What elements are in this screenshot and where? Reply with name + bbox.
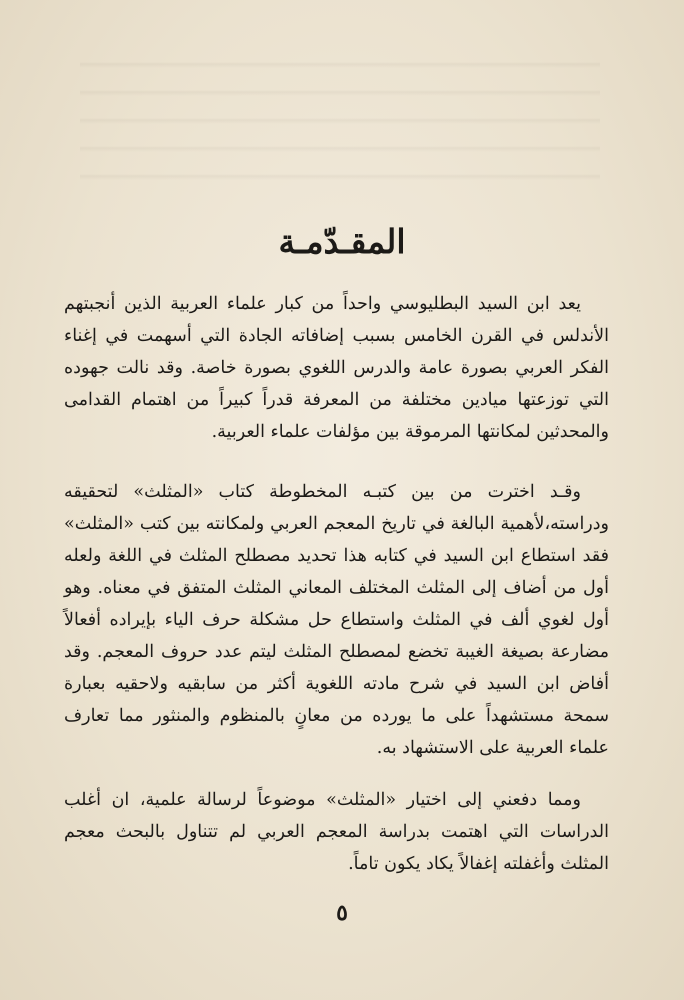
paragraph-1: يعد ابن السيد البطليوسي واحداً من كبار علماء العربية الذين أنجبتهم الأندلس في القرن الخامس بسبب إضافاته الجادة التي أسهمت في إغناء الفكر العربي بصورة عامة والدرس اللغوي بصورة خاصة. وقد نالت جهوده التي توزعتها ميادين مختلفة من المعرفة قدراً كبيراً من اهتمام القدامى والمحدثين لمكانتها المرموقة بين مؤلفات علماء العربية. (64, 294, 609, 442)
reverse-side-bleed-through (80, 40, 600, 180)
paragraph-3: ومما دفعني إلى اختيار «المثلث» موضوعاً لرسالة علمية، ان أغلب الدراسات التي اهتمت بدراسة المعجم العربي لم تتناول بالبحث معجم المثلث وأغفلته إغفالاً يكاد يكون تاماً. (64, 790, 609, 874)
page-title: المقـدّمـة (278, 222, 406, 261)
page-number: ٥ (336, 900, 348, 926)
paragraph-2: وقـد اخترت من بين كتبـه المخطوطة كتاب «المثلث» لتحقيقه ودراسته،لأهمية البالغة في تاريخ المعجم العربي ولمكانته بين كتب «المثلث» فقد استطاع ابن السيد في كتابه هذا تحديد مصطلح المثلث في اللغة ولعله أول من أضاف إلى المثلث المختلف المعاني المثلث المتفق في معناه. وهو أول لغوي ألف في المثلث واستطاع حل مشكلة حرف الياء بإيراده أفعالاً مضارعة بصيغة الغيبة تخضع لمصطلح المثلث ليتم عدد حروف المعجم. وقد أفاض ابن السيد في شرح مادته اللغوية أكثر من سابقيه ولاحقيه بعبارة سمحة مستشهداً على ما يورده من معانٍ بالمنظوم والمنثور مما تعارف علماء العربية على الاستشهاد به. (64, 482, 609, 758)
